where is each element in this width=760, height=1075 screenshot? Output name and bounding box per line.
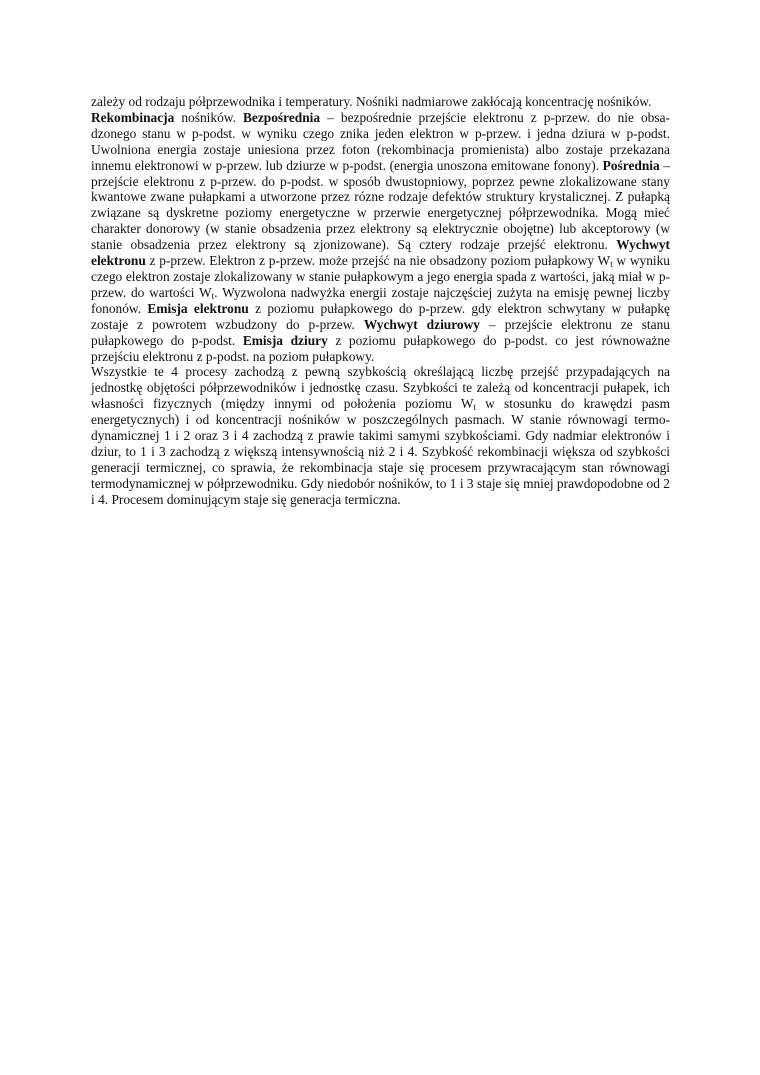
term-emisja-elektronu: Emisja elektronu [147, 300, 249, 316]
document-body [91, 94, 670, 508]
text-segment: w wyniku czego elektron zostaje zlokalizowany w stanie pułapkowym a jego energia spada z wartości, jaką miał w p-przew. do wartości W [91, 253, 670, 300]
text-segment: . Wyzwolona nadwyżka energii zostaje najczęściej zużyta na emisję pewnej liczby fononów. [91, 284, 670, 316]
subscript-t: t [211, 290, 215, 301]
text-segment: – przejście elektronu ze stanu pułapkowego do p-podst. [91, 316, 670, 348]
paragraph-intro [91, 94, 670, 110]
text-segment: nośników. [174, 109, 243, 125]
intro-text: zależy od rodzaju półprzewodnika i temperatury. Nośniki nadmiarowe zakłócają koncentrację nośników. [91, 94, 652, 109]
text-segment: w stosunku do krawędzi pasm energetycznych) i od koncentracji nośników w poszczególnych pasmach. W stanie równowagi termodynamicznej 1 i 2 oraz 3 i 4 zachodzą z prawie takimi samymi szybkościami. Gdy nadmiar elektronów i dziur, to 1 i 3 zachodzą z większą intensywnością niż 2 i 4. Szybkość rekombinacji większa od szybkości generacji termicznej, co sprawia, że rekombinacja staje się procesem przywracającym stan równowagi termodynamicznej w półprzewodniku. Gdy niedobór nośników, to 1 i 3 staje się mniej prawdopodobne od 2 i 4. Procesem dominującym staje się generacja termiczna. [91, 396, 670, 507]
paragraph-processes [91, 364, 670, 507]
text-segment: z p-przew. Elektron z p-przew. może przejść na nie obsadzony poziom pułapkowy W [145, 253, 611, 269]
term-wychwyt-elektronu: Wychwyt elektronu [91, 237, 670, 269]
paragraph-recombination [91, 110, 670, 365]
text-segment: Wszystkie te 4 procesy zachodzą z pewną szybkością określającą liczbę przejść przypadających na jednostkę objętości półprzewodników i jednostkę czasu. Szybkości te zależą od koncentracji pułapek, ich własności fizycznych (między innymi od położenia poziomu W [91, 364, 670, 412]
text-segment: z poziomu pułapkowego do p-podst. co jest równoważne przejściu elektronu z p-podst. na poziom pułapkowy. [91, 332, 670, 364]
text-segment: – bezpośrednie przejście elektronu z p-przew. do nie obsadzonego stanu w p-podst. w wyniku czego znika jeden elektron w p-przew. i jedna dziura w p-podst. Uwolniona energia zostaje uniesiona przez foton (rekombinacja promienista) albo zostaje przekazana innemu elektronowi w p-przew. lub dziurze w p-podst. (energia unoszona emitowane fonony). [91, 109, 670, 173]
text-segment: z poziomu pułapkowego do p-przew. gdy elektron schwytany w pułapkę zostaje z powrotem wzbudzony do p-przew. [91, 300, 670, 332]
text-segment: – przejście elektronu z p-przew. do p-podst. w sposób dwustopniowy, poprzez pewne zlokalizowane stany kwantowe zwane pułapkami a utworzone przez rózne rodzaje defektów struktury krystalicznej. Z pułapką związane są dyskretne poziomy energetyczne w przerwie energetycznej półprzewodnika. Mogą mieć charakter donorowy (w stanie obsadzenia przez elektrony są elektrycznie obojętne) lub akceptorowy (w stanie obsadzenia przez elektrony są zjonizowane). Są cztery rodzaje przejść elektronu. [91, 157, 670, 253]
term-posrednia: Pośrednia [602, 157, 660, 173]
subscript-t: t [610, 259, 613, 270]
term-wychwyt-dziurowy: Wychwyt dziurowy [363, 316, 480, 332]
term-rekombinacja: Rekombinacja [91, 109, 175, 125]
term-emisja-dziury: Emisja dziury [242, 332, 328, 348]
term-bezposrednia: Bezpośrednia [242, 109, 321, 125]
subscript-t: t [473, 402, 476, 413]
